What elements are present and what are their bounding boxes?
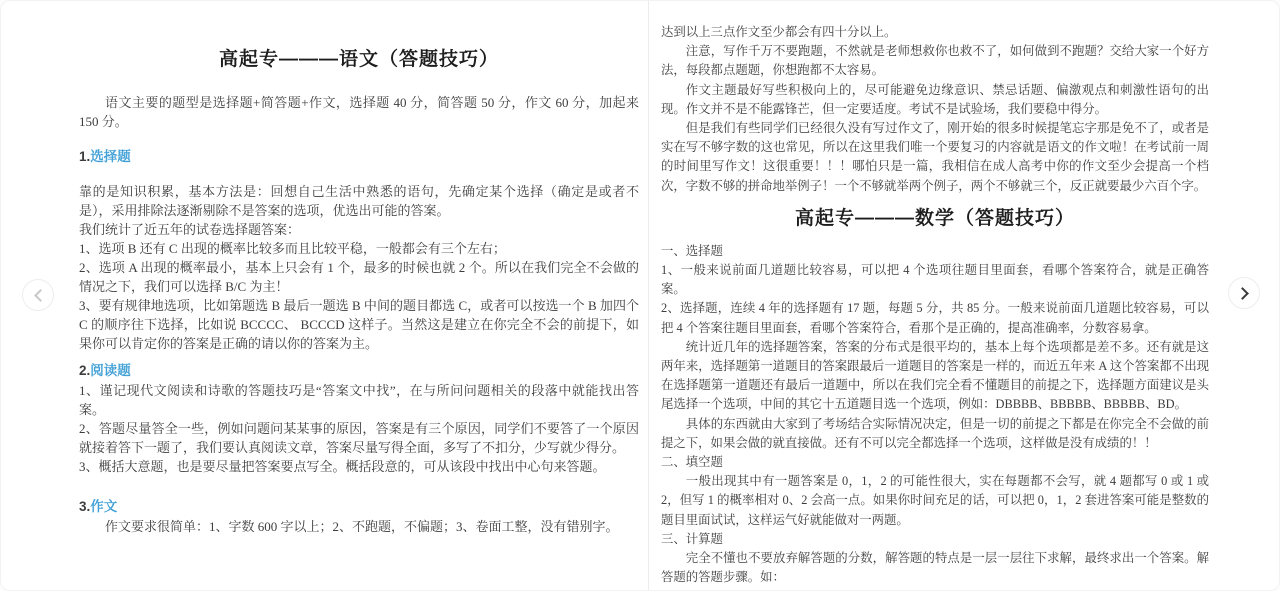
section-heading-label: 阅读题 xyxy=(90,363,131,378)
paragraph: 完全不懂也不要放弃解答题的分数，解答题的特点是一层一层往下求解，最终求出一个答案。解答题的答题步骤。如： xyxy=(661,551,1209,585)
paragraph: 三、计算题 xyxy=(661,531,723,546)
section-heading-number: 1. xyxy=(79,149,91,164)
paragraph: 一、选择题 xyxy=(661,243,723,258)
page-left-chinese xyxy=(79,47,639,591)
section-heading xyxy=(79,148,639,165)
section-heading xyxy=(79,498,639,515)
paragraph: 但是我们有些同学们已经很久没有写过作文了，刚开始的很多时候提笔忘字那是免不了，或者是实在写不够字数的这也常见，所以在这里我们唯一个要复习的内容就是语文的作文啦！在考试前一周的时间里写作文！这很重要！！！哪怕只是一篇，我相信在成人高考中你的作文至少会提高一个档次，字数不够的拼命地举例子！一个不够就举两个例子，两个不够就三个，反正就要最少六百个字。 xyxy=(661,121,1209,193)
chevron-right-icon xyxy=(1236,287,1249,300)
paragraph: 具体的东西就由大家到了考场结合实际情况决定，但是一切的前提之下都是在你完全不会做的前提之下，如果会做的就直接做。还有不可以完全都选择一个选项，这样做是没有成绩的！！ xyxy=(661,416,1209,450)
paragraph: 注意，写作千万不要跑题，不然就是老师想救你也救不了，如何做到不跑题？交给大家一个好方法，每段都点题题，你想跑都不太容易。 xyxy=(661,44,1209,78)
paragraph: 我们统计了近五年的试卷选择题答案： xyxy=(79,222,301,237)
paragraph: 3、要有规律地选项，比如第题选 B 最后一题选 B 中间的题目都选 C，或者可以按选一个 B 加四个 C 的顺序往下选择，比如说 BCCCC、 BCCCD 这样子。当然这是建立在你完全不会的前提下，如果你可以肯定你的答案是正确的请以你的答案为主。 xyxy=(79,298,639,351)
paragraph: 2、选择题，连续 4 年的选择题有 17 题，每题 5 分，共 85 分。一般来说前面几道题比较容易，可以把 4 个答案往题目里面套，看哪个答案符合，看那个是正确的，提高准确率，分数容易拿。 xyxy=(661,301,1209,335)
section-heading xyxy=(79,362,639,379)
paragraph: 3、概括大意题，也是要尽量把答案要点写全。概括段意的，可从该段中找出中心句来答题。 xyxy=(79,459,606,474)
next-page-button[interactable] xyxy=(1228,277,1260,309)
section-heading-number: 3. xyxy=(79,499,91,514)
doc-title: 高起专———数学（答题技巧） xyxy=(794,207,1075,229)
paragraph: 2、选项 A 出现的概率最小，基本上只会有 1 个，最多的时候也就 2 个。所以在我们完全不会做的情况之下，我们可以选择 B/C 为主！ xyxy=(79,260,639,294)
section-heading-number: 2. xyxy=(79,363,91,378)
paragraph: 1、一般来说前面几道题比较容易，可以把 4 个选项往题目里面套，看哪个答案符合，就是正确答案。 xyxy=(661,263,1209,297)
section-heading-label: 选择题 xyxy=(90,149,131,164)
section-heading-label: 作文 xyxy=(90,499,118,514)
paragraph: 二、填空题 xyxy=(661,455,723,470)
paragraph: 语文主要的题型是选择题+简答题+作文，选择题 40 分，简答题 50 分，作文 60 分，加起来 150 分。 xyxy=(79,95,639,129)
paragraph: 靠的是知识积累，基本方法是：回想自己生活中熟悉的语句，先确定某个选择（确定是或者不是），采用排除法逐渐剔除不是答案的选项，优选出可能的答案。 xyxy=(79,184,639,218)
page-divider xyxy=(648,1,649,591)
paragraph: 统计近几年的选择题答案，答案的分布式是很平均的，基本上每个选项都是差不多。还有就是这两年来，选择题第一道题目的答案跟最后一道题目的答案是一样的，而近五年来 A 这个答案都不出现在选择题第一道题还有最后一道题中，所以在我们完全看不懂题目的前提之下，选择题方面建议是头尾选择一个选项，中间的其它十五道题目选一个选项，例如：DBBBB、BBBBB、BBBBB、BD。 xyxy=(661,339,1209,412)
chevron-left-icon xyxy=(34,289,47,302)
paragraph: 1、谨记现代文阅读和诗歌的答题技巧是“答案文中找”，在与所问问题相关的段落中就能找出答案。 xyxy=(79,383,639,417)
prev-page-button[interactable] xyxy=(22,279,54,311)
paragraph: 作文要求很简单：1、字数 600 字以上；2、不跑题，不偏题；3、卷面工整，没有错别字。 xyxy=(105,519,619,534)
paragraph: 2、答题尽量答全一些，例如问题问某某事的原因，答案是有三个原因，同学们不要答了一个原因就接着答下一题了，我们要认真阅读文章，答案尽量写得全面，多写了不扣分，少写就少得分。 xyxy=(79,421,639,455)
paragraph: 达到以上三点作文至少都会有四十分以上。 xyxy=(661,25,897,39)
paragraph: 1、选项 B 还有 C 出现的概率比较多而且比较平稳，一般都会有三个左右； xyxy=(79,241,506,256)
page-right-math xyxy=(661,23,1209,591)
doc-title: 高起专———语文（答题技巧） xyxy=(218,49,499,70)
paragraph: 一般出现其中有一题答案是 0，1，2 的可能性很大，实在每题都不会写，就 4 题都写 0 或 1 或 2，但写 1 的概率相对 0、2 会高一点。如果你时间充足的话，可以把 0，1，2 套进答案可能是整数的题目里面试试，这样运气好就能做对一两题。 xyxy=(661,474,1209,527)
paragraph: 作文主题最好写些积极向上的，尽可能避免边缘意识、禁忌话题、偏激观点和刺激性语句的出现。作文并不是不能露锋芒，但一定要适度。考试不是试验场，我们要稳中得分。 xyxy=(661,82,1209,116)
